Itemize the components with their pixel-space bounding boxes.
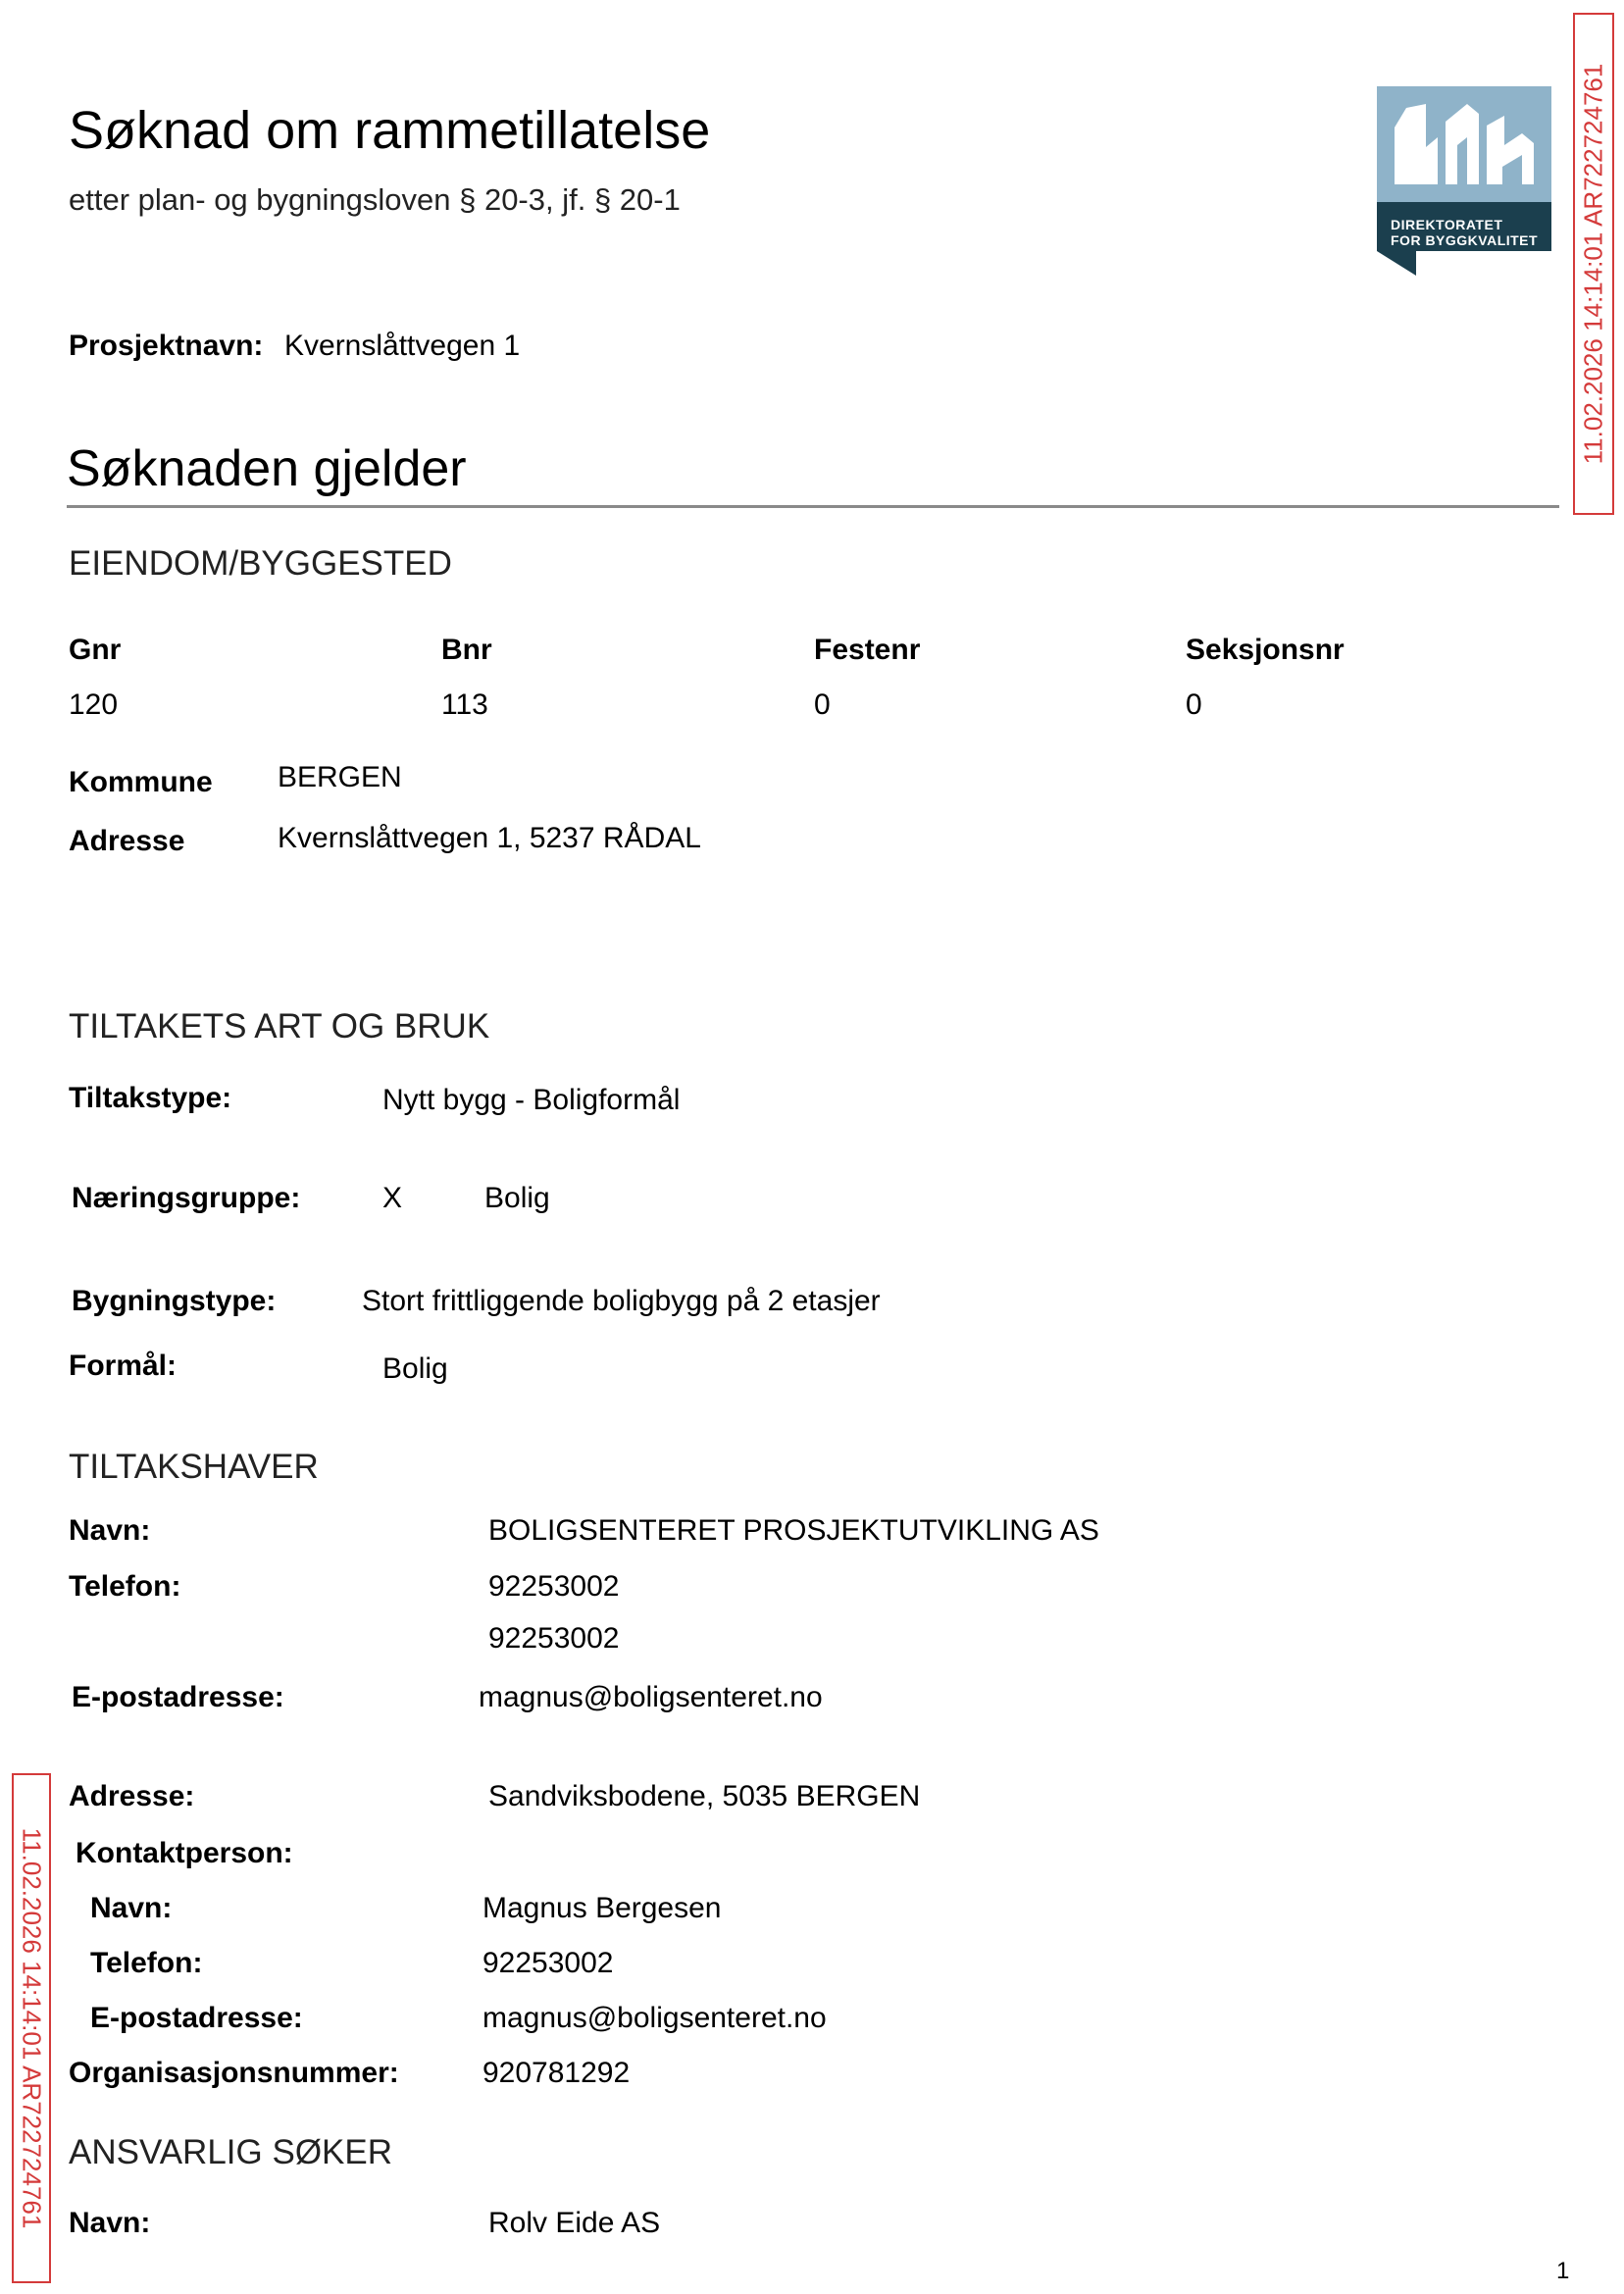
- gnr-value: 120: [69, 688, 119, 721]
- gnr-label: Gnr: [69, 634, 122, 666]
- logo-building-icon: [1377, 86, 1551, 202]
- project-name-label: Prosjektnavn:: [69, 330, 264, 362]
- tiltakshaver-navn-value: BOLIGSENTERET PROSJEKTUTVIKLING AS: [488, 1514, 1099, 1547]
- timestamp-stamp-right-text: 11.02.2026 14:14:01 AR722724761: [1578, 63, 1608, 465]
- tiltakshaver-epost-value: magnus@boligsenteret.no: [479, 1681, 823, 1713]
- bygningstype-value: Stort frittliggende boligbygg på 2 etasjer: [362, 1285, 881, 1317]
- adresse-label: Adresse: [69, 825, 185, 857]
- logo-flag-icon: [1377, 251, 1416, 276]
- formal-value: Bolig: [382, 1352, 448, 1385]
- tiltak-heading: TILTAKETS ART OG BRUK: [69, 1007, 490, 1045]
- naeringsgruppe-value: Bolig: [484, 1182, 550, 1214]
- section-divider: [67, 505, 1559, 508]
- tiltakshaver-adresse-value: Sandviksbodene, 5035 BERGEN: [488, 1780, 921, 1812]
- logo-text-line1: DIREKTORATET: [1391, 217, 1503, 232]
- kontakt-navn-value: Magnus Bergesen: [482, 1892, 722, 1924]
- tiltakshaver-navn-label: Navn:: [69, 1514, 151, 1547]
- seksjonsnr-value: 0: [1186, 688, 1202, 721]
- kommune-value: BERGEN: [278, 761, 402, 793]
- tiltakshaver-epost-label: E-postadresse:: [72, 1681, 284, 1713]
- ansvarlig-navn-label: Navn:: [69, 2207, 151, 2239]
- project-name-value: Kvernslåttvegen 1: [284, 330, 521, 362]
- festenr-value: 0: [814, 688, 831, 721]
- tiltakstype-label: Tiltakstype:: [69, 1082, 232, 1114]
- kontakt-navn-label: Navn:: [90, 1892, 173, 1924]
- seksjonsnr-label: Seksjonsnr: [1186, 634, 1345, 666]
- ansvarlig-heading: ANSVARLIG SØKER: [69, 2133, 393, 2171]
- orgnr-label: Organisasjonsnummer:: [69, 2057, 399, 2089]
- festenr-label: Festenr: [814, 634, 921, 666]
- page-number: 1: [1556, 2258, 1570, 2284]
- naeringsgruppe-label: Næringsgruppe:: [72, 1182, 301, 1214]
- tiltakshaver-adresse-label: Adresse:: [69, 1780, 195, 1812]
- tiltakshaver-telefon-value-1: 92253002: [488, 1570, 620, 1603]
- document-title: Søknad om rammetillatelse: [69, 101, 711, 160]
- kontakt-epost-label: E-postadresse:: [90, 2002, 303, 2034]
- timestamp-stamp-left-text: 11.02.2026 14:14:01 AR722724761: [17, 1827, 47, 2229]
- tiltakstype-value: Nytt bygg - Boligformål: [382, 1084, 681, 1116]
- eiendom-heading: EIENDOM/BYGGESTED: [69, 544, 452, 583]
- logo-mark: [1377, 86, 1551, 202]
- kontakt-telefon-label: Telefon:: [90, 1947, 203, 1979]
- ansvarlig-navn-value: Rolv Eide AS: [488, 2207, 661, 2239]
- adresse-value: Kvernslåttvegen 1, 5237 RÅDAL: [278, 822, 701, 854]
- orgnr-value: 920781292: [482, 2057, 631, 2089]
- kontaktperson-label: Kontaktperson:: [76, 1837, 293, 1869]
- tiltakshaver-telefon-label: Telefon:: [69, 1570, 181, 1603]
- kontakt-epost-value: magnus@boligsenteret.no: [482, 2002, 827, 2034]
- kontakt-telefon-value: 92253002: [482, 1947, 614, 1979]
- kommune-label: Kommune: [69, 766, 213, 798]
- naeringsgruppe-code: X: [382, 1182, 403, 1214]
- section-title: Søknaden gjelder: [67, 440, 467, 497]
- bygningstype-label: Bygningstype:: [72, 1285, 277, 1317]
- formal-label: Formål:: [69, 1350, 178, 1382]
- document-subtitle: etter plan- og bygningsloven § 20-3, jf. § 20-1: [69, 182, 681, 217]
- tiltakshaver-telefon-value-2: 92253002: [488, 1622, 620, 1655]
- bnr-value: 113: [441, 688, 488, 721]
- bnr-label: Bnr: [441, 634, 492, 666]
- tiltakshaver-heading: TILTAKSHAVER: [69, 1448, 319, 1486]
- logo-text-line2: FOR BYGGKVALITET: [1391, 232, 1539, 248]
- logo-text-band: [1377, 202, 1551, 251]
- dibk-logo: [1377, 86, 1551, 276]
